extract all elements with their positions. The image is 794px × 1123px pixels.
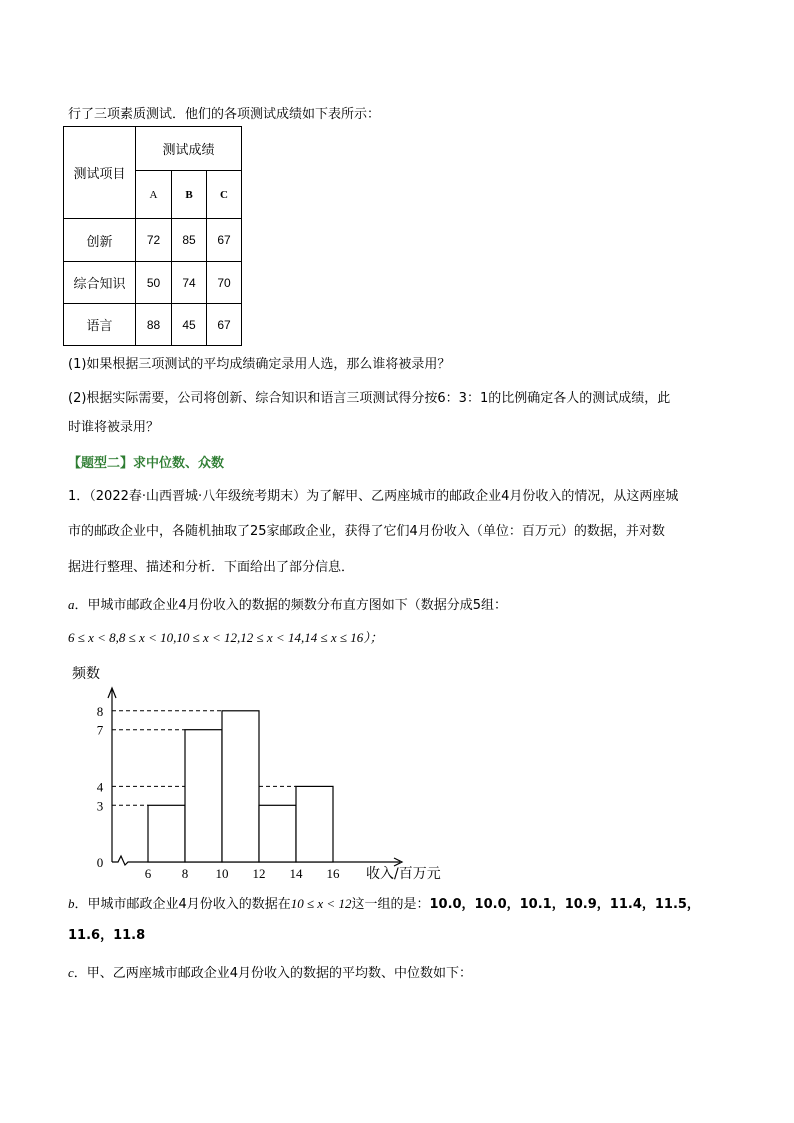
question-1: (1)如果根据三项测试的平均成绩确定录用人选，那么谁将被录用？ [68, 357, 451, 372]
y-tick-label: 0 [96, 855, 104, 870]
x-tick-label: 6 [144, 866, 152, 881]
part-b-letter: b [68, 896, 75, 911]
y-ticks [97, 704, 104, 870]
table-cell: 45 [172, 304, 207, 346]
part-b-text-1: ．甲城市邮政企业4月份收入的数据在 [74, 897, 291, 912]
part-b-values-1: 10.0，10.0，10.1，10.9，11.4，11.5， [429, 897, 700, 912]
part-c-line [68, 964, 472, 983]
histogram-bar [296, 786, 333, 862]
table-cell: 74 [172, 262, 207, 304]
column-header-b: B [172, 171, 207, 219]
x-tick-label: 10 [215, 866, 229, 881]
row-item-knowledge: 综合知识 [64, 262, 136, 304]
x-tick-label: 12 [252, 866, 266, 881]
problem-line-2: 市的邮政企业中，各随机抽取了25家邮政企业，获得了它们4月份收入（单位：百万元）的数据，并对数 [68, 524, 665, 539]
question-2-line-2: 时谁将被录用？ [68, 420, 160, 435]
part-b-range: 10 ≤ x < 12 [290, 896, 352, 911]
table-cell: 72 [136, 219, 172, 262]
y-tick-label: 7 [96, 722, 104, 738]
problem-line-1: 1．（2022春·山西晋城·八年级统考期末）为了解甲、乙两座城市的邮政企业4月份收入的情况，从这两座城 [68, 489, 679, 504]
part-a-text: ．甲城市邮政企业4月份收入的数据的频数分布直方图如下（数据分成5组： [74, 598, 508, 613]
question-2-line-1: (2)根据实际需要，公司将创新、综合知识和语言三项测试得分按6：3：1的比例确定各人的测试成绩，此 [68, 391, 671, 406]
intro-line: 行了三项素质测试．他们的各项测试成绩如下表所示： [68, 107, 381, 122]
y-tick-label: 3 [96, 798, 104, 814]
x-tick-label: 8 [181, 866, 189, 881]
part-b-text-2: 这一组的是： [351, 897, 430, 912]
table-cell: 50 [136, 262, 172, 304]
section-heading: 【题型二】求中位数、众数 [68, 456, 225, 471]
x-tick-label: 14 [289, 866, 303, 881]
y-tick-label: 4 [96, 779, 104, 795]
histogram-bar [148, 805, 185, 862]
part-c-text: ．甲、乙两座城市邮政企业4月份收入的数据的平均数、中位数如下： [73, 966, 473, 981]
row-header-cell: 测试项目 [64, 127, 136, 219]
histogram-bar [259, 805, 296, 862]
x-ticks [145, 866, 340, 881]
row-item-innovation: 创新 [64, 219, 136, 262]
table-cell: 88 [136, 304, 172, 346]
group-header-cell: 测试成绩 [136, 127, 242, 171]
part-b-line-1 [68, 895, 700, 914]
histogram-bar [222, 711, 259, 862]
part-a-letter: a [68, 597, 75, 612]
column-header-a: A [136, 171, 172, 219]
histogram-bar [185, 730, 222, 862]
table-cell: 70 [207, 262, 242, 304]
row-item-language: 语言 [64, 304, 136, 346]
x-tick-label: 16 [326, 866, 340, 881]
table-cell: 85 [172, 219, 207, 262]
column-header-c: C [207, 171, 242, 219]
x-axis-label: 收入/百万元 [366, 866, 441, 882]
part-c-letter: c [68, 965, 74, 980]
problem-line-3: 据进行整理、描述和分析．下面给出了部分信息． [68, 560, 355, 575]
part-b-values-2: 11.6，11.8 [68, 928, 146, 943]
part-a-groups: 6 ≤ x < 8,8 ≤ x < 10,10 ≤ x < 12,12 ≤ x < 14,14 ≤ x ≤ 16）； [68, 630, 383, 645]
y-tick-label: 8 [96, 703, 104, 719]
y-axis-label: 频数 [72, 666, 100, 682]
table-cell: 67 [207, 219, 242, 262]
table-cell: 67 [207, 304, 242, 346]
